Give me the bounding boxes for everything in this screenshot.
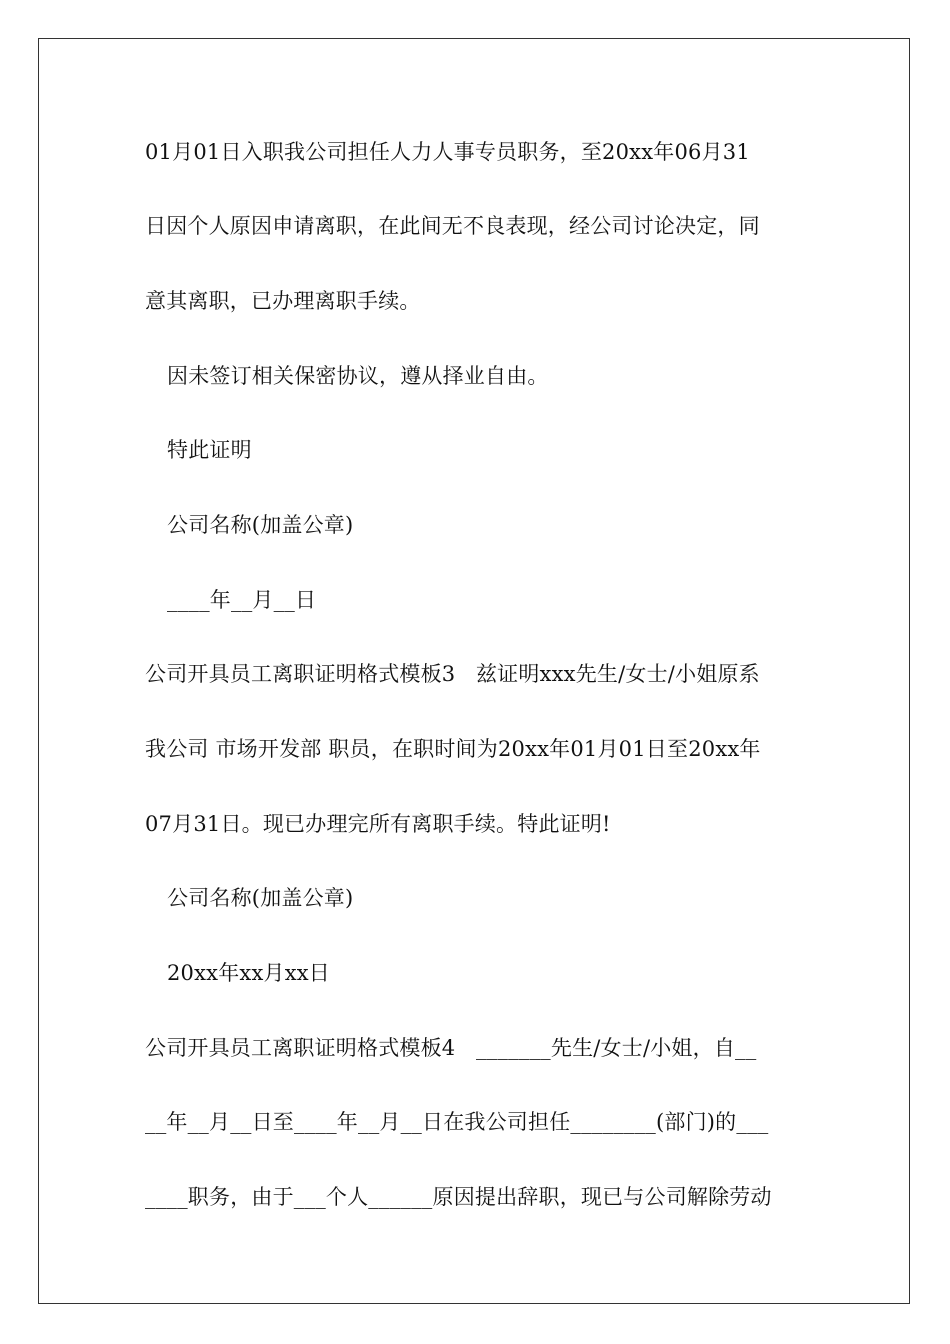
paragraph-line-1: 01月01日入职我公司担任人力人事专员职务，至20xx年06月31 (145, 140, 750, 164)
paragraph-line-2: 日因个人原因申请离职，在此间无不良表现，经公司讨论决定，同 (145, 214, 760, 238)
paragraph-line-3: 意其离职，已办理离职手续。 (145, 289, 421, 313)
company-seal-label: 公司名称(加盖公章) (167, 513, 354, 537)
company-seal-label-2: 公司名称(加盖公章) (167, 886, 354, 910)
template-3-heading-line: 公司开具员工离职证明格式模板3 兹证明xxx先生/女士/小姐原系 (145, 662, 760, 686)
template-3-line-3: 07月31日。现已办理完所有离职手续。特此证明! (145, 812, 611, 836)
template-4-heading-line: 公司开具员工离职证明格式模板4 _______先生/女士/小姐，自__ (145, 1036, 757, 1060)
confidentiality-note: 因未签订相关保密协议，遵从择业自由。 (167, 364, 549, 388)
template-4-line-3: ____职务，由于___个人______原因提出辞职，现已与公司解除劳动 (145, 1185, 772, 1209)
date-blank-line: ____年__月__日 (167, 588, 317, 612)
template-3-line-2: 我公司 市场开发部 职员，在职时间为20xx年01月01日至20xx年 (145, 737, 761, 761)
template-4-line-2: __年__月__日至____年__月__日在我公司担任________(部门)的___ (145, 1110, 769, 1134)
date-line-2: 20xx年xx月xx日 (167, 961, 330, 985)
certification-statement: 特此证明 (167, 438, 252, 462)
